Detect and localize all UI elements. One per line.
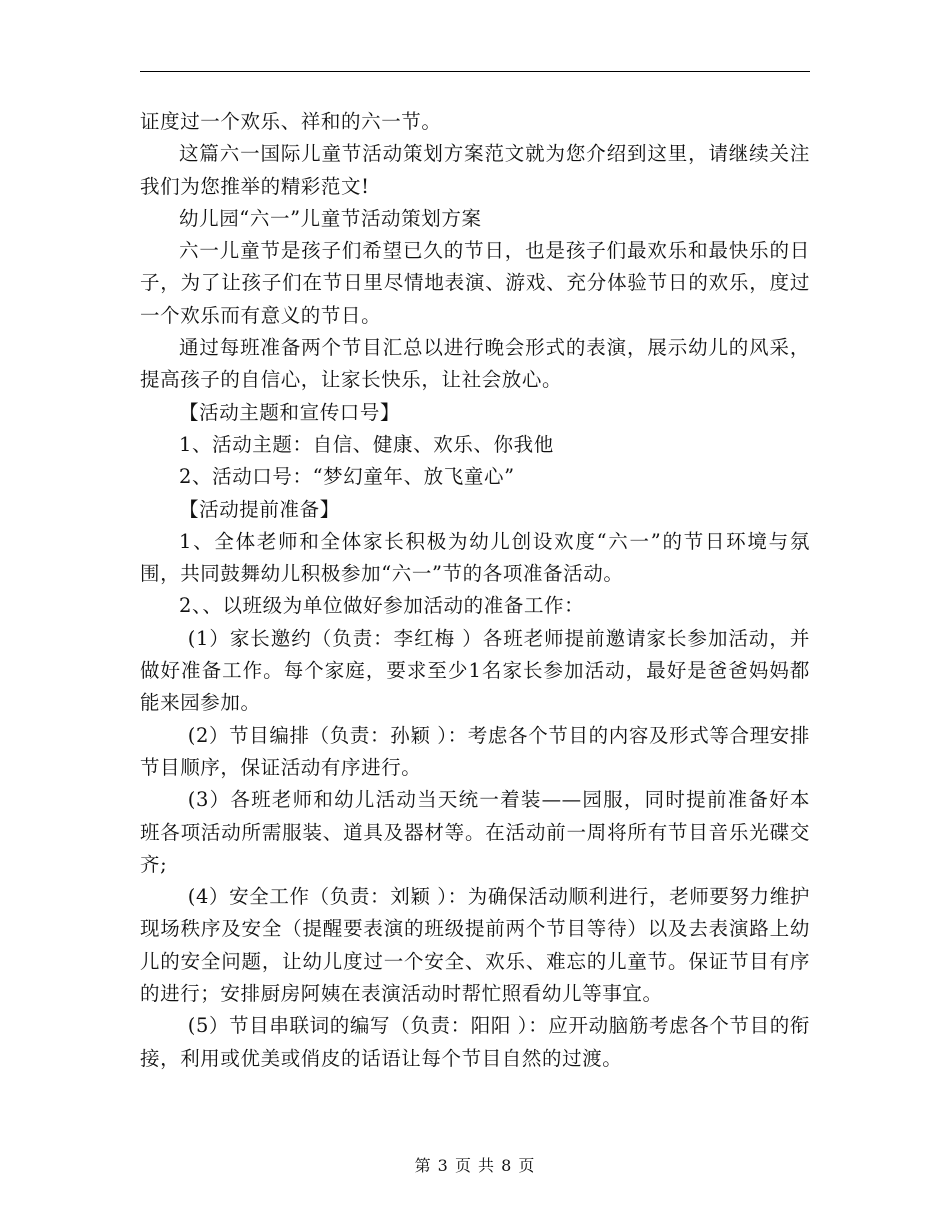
- list-item: 1、全体老师和全体家长积极为幼儿创设欢度“六一”的节日环境与氛围，共同鼓舞幼儿积极参加“六一”节的各项准备活动。: [140, 529, 810, 586]
- list-item: 2、、以班级为单位做好参加活动的准备工作：: [179, 594, 585, 618]
- page-number: 第 3 页 共 8 页: [414, 1156, 536, 1175]
- document-body: [140, 106, 810, 1075]
- paragraph: 证度过一个欢乐、祥和的六一节。: [140, 110, 442, 133]
- section-heading: 【活动主题和宣传口号】: [179, 400, 401, 424]
- list-item: 2、活动口号：“梦幻童年、放飞童心”: [179, 465, 515, 489]
- page-footer: [0, 1153, 950, 1176]
- sub-list-item: (1）家长邀约（负责：李红梅 ）各班老师提前邀请家长参加活动，并做好准备工作。每个家庭，要求至少1名家长参加活动，最好是爸爸妈妈都能来园参加。: [140, 626, 810, 715]
- sub-list-item: (5）节目串联词的编写（负责：阳阳 ）：应开动脑筋考虑各个节目的衔接，利用或优美或俏皮的话语让每个节目自然的过渡。: [140, 1014, 810, 1070]
- paragraph: 这篇六一国际儿童节活动策划方案范文就为您介绍到这里，请继续关注我们为您推举的精彩范文!: [140, 142, 810, 198]
- paragraph: 通过每班准备两个节目汇总以进行晚会形式的表演，展示幼儿的风采，提高孩子的自信心，让家长快乐，让社会放心。: [140, 336, 810, 392]
- sub-list-item: (2）节目编排（负责：孙颖 ）：考虑各个节目的内容及形式等合理安排节目顺序，保证活动有序进行。: [140, 723, 810, 779]
- section-heading: 【活动提前准备】: [179, 497, 340, 521]
- header-rule: [140, 71, 810, 72]
- sub-list-item: (3）各班老师和幼儿活动当天统一着装——园服，同时提前准备好本班各项活动所需服装、道具及器材等。在活动前一周将所有节目音乐光碟交齐;: [140, 788, 810, 876]
- sub-list-item: (4）安全工作（负责：刘颖 ）：为确保活动顺利进行，老师要努力维护现场秩序及安全（提醒要表演的班级提前两个节目等待）以及去表演路上幼儿的安全问题，让幼儿度过一个安全、欢乐、难忘的儿童节。保证节目有序的进行；安排厨房阿姨在表演活动时帮忙照看幼儿等事宜。: [140, 885, 810, 1006]
- section-title: 幼儿园“六一”儿童节活动策划方案: [179, 206, 482, 230]
- list-item: 1、活动主题：自信、健康、欢乐、你我他: [179, 432, 554, 456]
- paragraph: 六一儿童节是孩子们希望已久的节日，也是孩子们最欢乐和最快乐的日子，为了让孩子们在节日里尽情地表演、游戏、充分体验节日的欢乐，度过一个欢乐而有意义的节日。: [140, 239, 810, 327]
